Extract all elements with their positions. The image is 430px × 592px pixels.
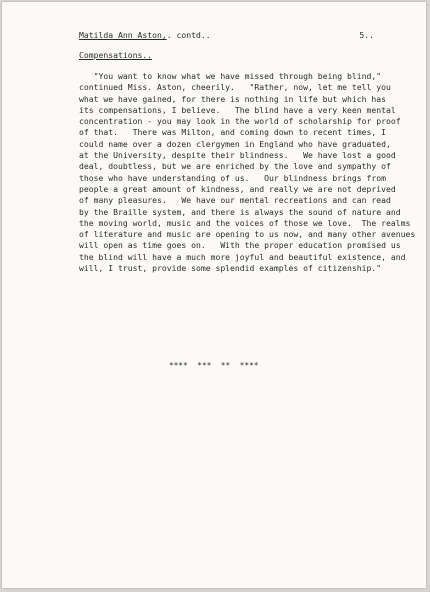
body-line: of that. There was Milton, and coming down to recent times, I	[79, 127, 386, 138]
body-line: of many pleasures. We have our mental recreations and can read	[79, 195, 391, 206]
body-line: could name over a dozen clergymen in England who have graduated,	[79, 138, 391, 149]
body-line: will, I trust, provide some splendid examples of citizenship."	[79, 263, 382, 274]
body-line: concentration - you may look in the world of scholarship for proof	[79, 116, 401, 127]
page-number: 5..	[359, 30, 374, 40]
body-line: deal, doubtless, but we are enriched by the love and sympathy of	[79, 161, 391, 172]
body-line: continued Miss. Aston, cheerily. "Rather, now, let me tell you	[79, 82, 391, 93]
body-line: the blind will have a much more joyful and beautiful existence, and	[79, 251, 406, 262]
continued-marker: . contd..	[166, 30, 211, 40]
body-line: by the Braille system, and there is always the sound of nature and	[79, 206, 401, 217]
body-line: will open as time goes on. With the proper education promised us	[79, 240, 401, 251]
body-line: of literature and music are opening to us now, and many other avenues	[79, 229, 416, 240]
body-text	[79, 71, 416, 274]
body-line: what we have gained, for there is nothing in life but which has	[79, 93, 386, 104]
body-line: "You want to know what we have missed through being blind,"	[79, 71, 382, 81]
subject-name: Matilda Ann Aston,	[79, 30, 167, 40]
page-header	[79, 29, 389, 41]
body-line: the moving world, music and the voices of those we love. The realms	[79, 217, 411, 228]
body-line: at the University, despite their blindness. We have lost a good	[79, 150, 396, 161]
body-line: people a great amount of kindness, and really we are not deprived	[79, 183, 396, 194]
body-line: those who have understanding of us. Our blindness brings from	[79, 172, 386, 183]
body-line: its compensations, I believe. The blind have a very keen mental	[79, 104, 396, 115]
typed-page	[2, 2, 426, 588]
section-heading: Compensations..	[79, 50, 153, 60]
section-separator: **** *** ** ****	[169, 361, 259, 370]
